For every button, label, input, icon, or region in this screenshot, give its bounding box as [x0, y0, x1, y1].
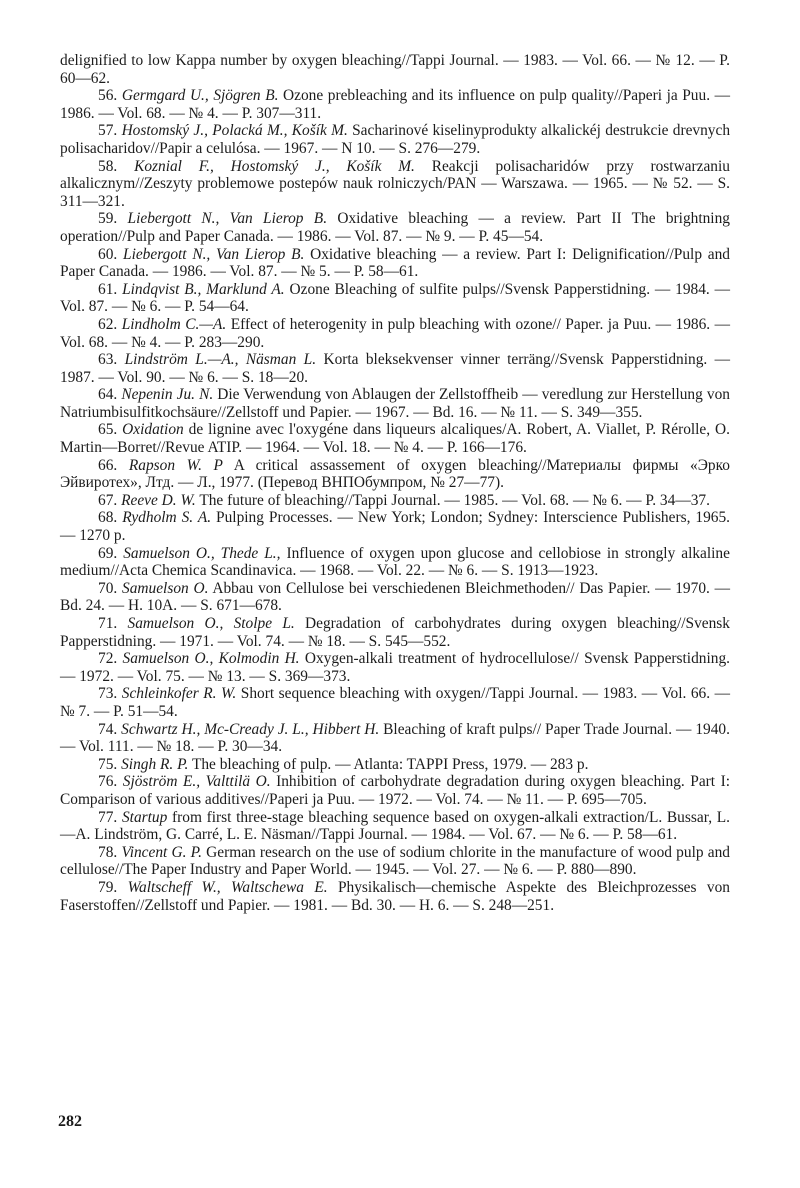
reference-number: 62. [98, 315, 118, 333]
reference-number: 64. [98, 386, 118, 404]
reference-authors: Lindqvist B., Marklund A. [122, 280, 285, 298]
reference-entry [60, 246, 730, 281]
reference-entry [60, 158, 730, 211]
reference-text: The future of bleaching//Tappi Journal. — 1985. — Vol. 68. — № 6. — P. 34—37. [199, 491, 710, 509]
reference-number: 78. [98, 843, 118, 861]
page-number: 282 [58, 1113, 82, 1130]
reference-text: from first three-stage bleaching sequence based on oxygen-alkali extraction/L. Bussar, L.—A. Lindström, G. Carré, L. E. Näsman//Tappi Journal. — 1984. — Vol. 67. — № 6. — P. 58—61. [60, 808, 730, 844]
reference-entry [60, 685, 730, 720]
reference-number: 66. [98, 456, 118, 474]
reference-authors: Samuelson O., Stolpe L. [127, 615, 295, 632]
reference-authors: Lindholm C.—A. [121, 315, 227, 333]
reference-entry [60, 492, 730, 510]
reference-text: A critical assassement of oxygen bleaching//Материалы фирмы «Эрко Эйвиротех», Лтд. — Л., 1977. (Перевод ВНПОбумпром, № 27—77). [60, 456, 730, 492]
reference-number: 77. [98, 808, 118, 826]
reference-entry [60, 52, 730, 87]
reference-text: Oxidative bleaching — a review. Part I: Delignification//Pulp and Paper Canada. — 1986. — Vol. 87. — № 5. — P. 58—61. [60, 245, 730, 281]
reference-text: Die Verwendung von Ablaugen der Zellstoffheib — veredlung zur Herstellung von Natriumbisulfitkochsäure//Zellstoff und Papier. — 1967. — Bd. 16. — № 11. — S. 349—355. [60, 386, 730, 421]
reference-entry [60, 773, 730, 808]
reference-authors: Samuelson O., Kolmodin H. [122, 650, 300, 668]
reference-text: The bleaching of pulp. — Atlanta: TAPPI Press, 1979. — 283 p. [191, 755, 589, 773]
reference-authors: Singh R. P. [121, 755, 189, 773]
reference-entry [60, 721, 730, 756]
reference-number: 74. [98, 720, 118, 738]
reference-authors: Schleinkofer R. W. [121, 685, 237, 703]
reference-text: Effect of heterogenity in pulp bleaching with ozone// Paper. ja Puu. — 1986. — Vol. 68. — № 4. — P. 283—290. [60, 315, 730, 351]
reference-entry [60, 650, 730, 685]
reference-entry [60, 316, 730, 351]
reference-text: Influence of oxygen upon glucose and cellobiose in strongly alkaline medium//Acta Chemica Scandinavica. — 1968. — Vol. 22. — № 6. — S. 1913—1923. [60, 544, 730, 580]
reference-list [60, 52, 730, 914]
reference-text: Korta bleksekvenser vinner terräng//Svensk Papperstidning. — 1987. — Vol. 90. — № 6. — S. 18—20. [60, 351, 730, 386]
reference-authors: Waltscheff W., Waltschewa E. [127, 878, 328, 896]
reference-entry [60, 122, 730, 157]
reference-text: Pulping Processes. — New York; London; Sydney: Interscience Publishers, 1965. — 1270 p. [60, 509, 731, 545]
reference-text: Degradation of carbohydrates during oxygen bleaching//Svensk Papperstidning. — 1971. — Vol. 74. — № 18. — S. 545—552. [60, 615, 730, 650]
reference-number: 60. [98, 245, 118, 263]
reference-text: Short sequence bleaching with oxygen//Tappi Journal. — 1983. — Vol. 66. — № 7. — P. 51—54. [60, 685, 730, 720]
reference-authors: Reeve D. W. [121, 491, 196, 509]
reference-number: 76. [98, 773, 118, 791]
reference-authors: Liebergott N., Van Lierop B. [127, 210, 328, 228]
reference-text: Reakcji polisacharidów przy rostwarzaniu alkalicznym//Zeszyty problemowe postepów nauk rolniczych/PAN — Warszawa. — 1965. — № 52. — S. 311—321. [60, 157, 730, 210]
reference-number: 72. [98, 650, 118, 668]
reference-authors: Liebergott N., Van Lierop B. [123, 245, 305, 263]
reference-authors: Nepenin Ju. N. [121, 386, 214, 404]
reference-text: Ozone prebleaching and its influence on pulp quality//Paperi ja Puu. — 1986. — Vol. 68. — № 4. — P. 307—311. [60, 87, 731, 122]
reference-number: 56. [98, 87, 118, 105]
reference-number: 79. [98, 878, 118, 896]
reference-number: 71. [98, 615, 118, 632]
reference-authors: Vincent G. P. [121, 843, 202, 861]
reference-text: Inhibition of carbohydrate degradation during oxygen bleaching. Part I: Comparison of various additives//Paperi ja Puu. — 1972. — Vol. 74. — № 11. — P. 695—705. [60, 773, 730, 808]
reference-entry [60, 351, 730, 386]
reference-entry [60, 615, 730, 650]
reference-text: German research on the use of sodium chlorite in the manufacture of wood pulp and cellulose//The Paper Industry and Paper World. — 1945. — Vol. 27. — № 6. — P. 880—890. [60, 843, 730, 879]
reference-entry [60, 545, 730, 580]
reference-entry [60, 879, 730, 914]
reference-entry [60, 756, 730, 774]
reference-entry [60, 509, 730, 544]
reference-text: de lignine avec l'oxygéne dans liqueurs alcaliques/A. Robert, A. Viallet, P. Rérolle, O. Martin—Borret//Revue ATIP. — 1964. — Vol. 18. — № 4. — P. 166—176. [60, 421, 730, 457]
reference-authors: Koznial F., Hostomský J., Košík M. [134, 157, 415, 175]
reference-entry [60, 809, 730, 844]
reference-number: 70. [98, 579, 118, 597]
reference-number: 69. [98, 544, 118, 562]
reference-entry [60, 421, 730, 456]
reference-number: 63. [98, 351, 118, 369]
reference-number: 58. [98, 157, 118, 175]
reference-text: delignified to low Kappa number by oxygen bleaching//Tappi Journal. — 1983. — Vol. 66. — № 12. — P. 60—62. [60, 52, 730, 87]
reference-authors: Rydholm S. A. [122, 509, 212, 527]
reference-entry [60, 87, 730, 122]
reference-number: 68. [98, 509, 118, 527]
reference-authors: Hostomský J., Polacká M., Košík M. [121, 122, 348, 140]
reference-authors: Samuelson O. [122, 579, 209, 597]
reference-entry [60, 386, 730, 421]
reference-authors: Schwartz H., Mc-Cready J. L., Hibbert H. [121, 720, 380, 738]
reference-text: Bleaching of kraft pulps// Paper Trade Journal. — 1940. — Vol. 111. — № 18. — P. 30—34. [60, 720, 730, 756]
reference-text: Ozone Bleaching of sulfite pulps//Svensk Papperstidning. — 1984. — Vol. 87. — № 6. — P. 54—64. [60, 280, 730, 316]
reference-entry [60, 844, 730, 879]
reference-authors: Samuelson O., Thede L., [123, 544, 281, 562]
reference-text: Physikalisch—chemische Aspekte des Bleichprozesses von Faserstoffen//Zellstoff und Papier. — 1981. — Bd. 30. — H. 6. — S. 248—251. [60, 878, 730, 914]
reference-number: 67. [98, 491, 118, 509]
reference-number: 75. [98, 755, 118, 773]
reference-authors: Rapson W. P [128, 456, 223, 474]
reference-text: Abbau von Cellulose bei verschiedenen Bleichmethoden// Das Papier. — 1970. — Bd. 24. — H. 10A. — S. 671—678. [60, 579, 731, 615]
reference-entry [60, 210, 730, 245]
reference-authors: Lindström L.—A., Näsman L. [124, 351, 317, 369]
reference-authors: Sjöström E., Valttilä O. [122, 773, 271, 791]
reference-number: 65. [98, 421, 118, 439]
reference-number: 59. [98, 210, 118, 228]
reference-text: Sacharinové kiselinyprodukty alkalickéj destrukcie drevnych polisacharidov//Papir a celulósa. — 1967. — N 10. — S. 276—279. [60, 122, 731, 157]
reference-text: Oxidative bleaching — a review. Part II The brightning operation//Pulp and Paper Canada. — 1986. — Vol. 87. — № 9. — P. 45—54. [60, 210, 730, 245]
reference-entry [60, 457, 730, 492]
reference-text: Oxygen-alkali treatment of hydrocellulose// Svensk Papperstidning. — 1972. — Vol. 75. — № 13. — S. 369—373. [60, 650, 730, 685]
reference-authors: Startup [121, 808, 168, 826]
reference-authors: Germgard U., Sjögren B. [121, 87, 279, 105]
reference-entry [60, 580, 730, 615]
reference-entry [60, 281, 730, 316]
reference-number: 57. [98, 122, 118, 140]
reference-number: 73. [98, 685, 118, 703]
reference-number: 61. [98, 280, 118, 298]
reference-authors: Oxidation [122, 421, 184, 439]
